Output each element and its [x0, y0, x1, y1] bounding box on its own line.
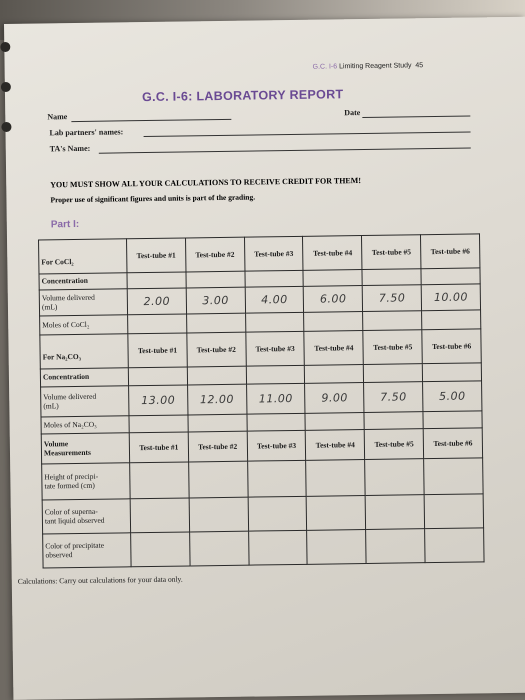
tube-header: Test-tube #1: [128, 333, 187, 368]
table-cell[interactable]: [307, 495, 366, 530]
handwritten-value[interactable]: 12.00: [187, 384, 246, 415]
row-label: Color of superna- tant liquid observed: [42, 499, 130, 534]
row-label: Moles of Na₂CO₃: [41, 416, 129, 434]
table-cell[interactable]: [366, 529, 425, 564]
ta-field[interactable]: [99, 147, 471, 153]
tube-header: Test-tube #5: [365, 429, 424, 460]
report-title: G.C. I-6: LABORATORY REPORT: [141, 87, 344, 105]
tube-header: Test-tube #3: [244, 236, 303, 271]
table-cell[interactable]: [422, 310, 481, 330]
table-cell[interactable]: [307, 529, 366, 564]
table-cell[interactable]: [129, 415, 188, 433]
table-cell[interactable]: [362, 269, 421, 286]
handwritten-value[interactable]: 4.00: [245, 286, 304, 313]
part-label: Part I:: [50, 218, 80, 231]
table-cell[interactable]: [423, 411, 482, 429]
table-cell[interactable]: [422, 363, 481, 382]
table-cell[interactable]: [424, 494, 483, 529]
table-cell[interactable]: [424, 458, 483, 495]
table-cell[interactable]: [246, 365, 305, 384]
name-field[interactable]: [71, 119, 231, 122]
partners-field[interactable]: [144, 131, 471, 137]
data-table: [38, 233, 485, 568]
table-cell[interactable]: [186, 271, 245, 288]
tube-header: Test-tube #6: [422, 329, 481, 364]
table-cell[interactable]: [127, 272, 186, 289]
page-number: 45: [415, 62, 424, 70]
row-label: Color of precipitate observed: [43, 533, 131, 568]
handwritten-value[interactable]: 5.00: [423, 381, 482, 412]
row-label: Height of precipi- tate formed (cm): [42, 463, 130, 500]
tube-header: Test-tube #4: [304, 331, 363, 366]
tube-header: Test-tube #2: [185, 237, 244, 272]
binder-hole: [1, 82, 11, 92]
table-cell[interactable]: [248, 496, 307, 531]
table-cell[interactable]: [189, 531, 248, 566]
name-label: Name: [47, 112, 68, 122]
running-title: Limiting Reagent Study: [339, 62, 412, 71]
table-row: [42, 458, 483, 500]
measurements-header: Volume Measurements: [41, 433, 129, 464]
handwritten-value[interactable]: 13.00: [129, 385, 188, 416]
date-label: Date: [344, 108, 361, 118]
table-cell[interactable]: [247, 460, 306, 497]
cocl2-header: For CoCl₂: [39, 239, 127, 274]
handwritten-value[interactable]: 10.00: [421, 284, 480, 311]
table-cell[interactable]: [130, 462, 189, 499]
tube-header: Test-tube #5: [362, 235, 421, 270]
handwritten-value[interactable]: 6.00: [304, 286, 363, 313]
handwritten-value[interactable]: 3.00: [186, 287, 245, 314]
table-cell[interactable]: [425, 528, 484, 563]
calculations-note: Calculations: Carry out calculations for your data only.: [17, 574, 183, 586]
table-cell[interactable]: [248, 530, 307, 565]
binder-hole: [1, 122, 11, 132]
table-cell[interactable]: [131, 532, 190, 567]
row-label: Volume delivered (mL): [39, 289, 127, 316]
tube-header: Test-tube #4: [306, 430, 365, 461]
na2co3-header: For Na₂CO₃: [40, 334, 128, 369]
table-cell[interactable]: [364, 412, 423, 430]
table-cell[interactable]: [130, 498, 189, 533]
row-label: Concentration: [39, 273, 127, 290]
ta-label: TA's Name:: [49, 143, 91, 154]
running-head: [313, 62, 424, 71]
tube-header: Test-tube #2: [188, 431, 247, 462]
table-cell[interactable]: [186, 313, 245, 333]
instruction-sig-figs: Proper use of significant figures and units is part of the grading.: [50, 192, 256, 205]
table-cell[interactable]: [303, 270, 362, 287]
table-cell[interactable]: [304, 312, 363, 332]
handwritten-value[interactable]: 2.00: [127, 288, 186, 315]
table-cell[interactable]: [128, 367, 187, 386]
instruction-calculations: YOU MUST SHOW ALL YOUR CALCULATIONS TO RECEIVE CREDIT FOR THEM!: [50, 176, 362, 190]
table-cell[interactable]: [187, 366, 246, 385]
tube-header: Test-tube #6: [423, 428, 482, 459]
table-cell[interactable]: [421, 268, 480, 285]
row-label: Concentration: [40, 368, 128, 387]
table-cell[interactable]: [245, 270, 304, 287]
table-cell[interactable]: [305, 365, 364, 384]
tube-header: Test-tube #1: [127, 238, 186, 273]
date-field[interactable]: [362, 115, 470, 118]
tube-header: Test-tube #2: [187, 332, 246, 367]
table-cell[interactable]: [306, 460, 365, 497]
handwritten-value[interactable]: 11.00: [246, 383, 305, 414]
table-cell[interactable]: [188, 414, 247, 432]
table-cell[interactable]: [245, 312, 304, 332]
handwritten-value[interactable]: 7.50: [362, 285, 421, 312]
handwritten-value[interactable]: 9.00: [305, 383, 364, 414]
table-cell[interactable]: [189, 497, 248, 532]
row-label: Volume delivered (mL): [41, 386, 129, 417]
binder-hole: [0, 42, 10, 52]
chapter-code: G.C. I-6: [312, 63, 338, 71]
table-cell[interactable]: [364, 364, 423, 383]
row-label: Moles of CoCl₂: [40, 315, 128, 335]
lab-report-page: [4, 17, 525, 700]
table-cell[interactable]: [247, 413, 306, 431]
table-cell[interactable]: [365, 459, 424, 496]
partners-label: Lab partners' names:: [49, 127, 124, 138]
tube-header: Test-tube #3: [245, 331, 304, 366]
tube-header: Test-tube #1: [129, 432, 188, 463]
table-cell[interactable]: [365, 495, 424, 530]
table-cell[interactable]: [363, 311, 422, 331]
table-cell[interactable]: [128, 314, 187, 334]
tube-header: Test-tube #5: [363, 330, 422, 365]
handwritten-value[interactable]: 7.50: [364, 382, 423, 413]
tube-header: Test-tube #4: [303, 236, 362, 271]
tube-header: Test-tube #6: [421, 234, 480, 269]
table-cell[interactable]: [305, 413, 364, 431]
table-row: [43, 528, 484, 568]
table-cell[interactable]: [188, 461, 247, 498]
tube-header: Test-tube #3: [247, 430, 306, 461]
